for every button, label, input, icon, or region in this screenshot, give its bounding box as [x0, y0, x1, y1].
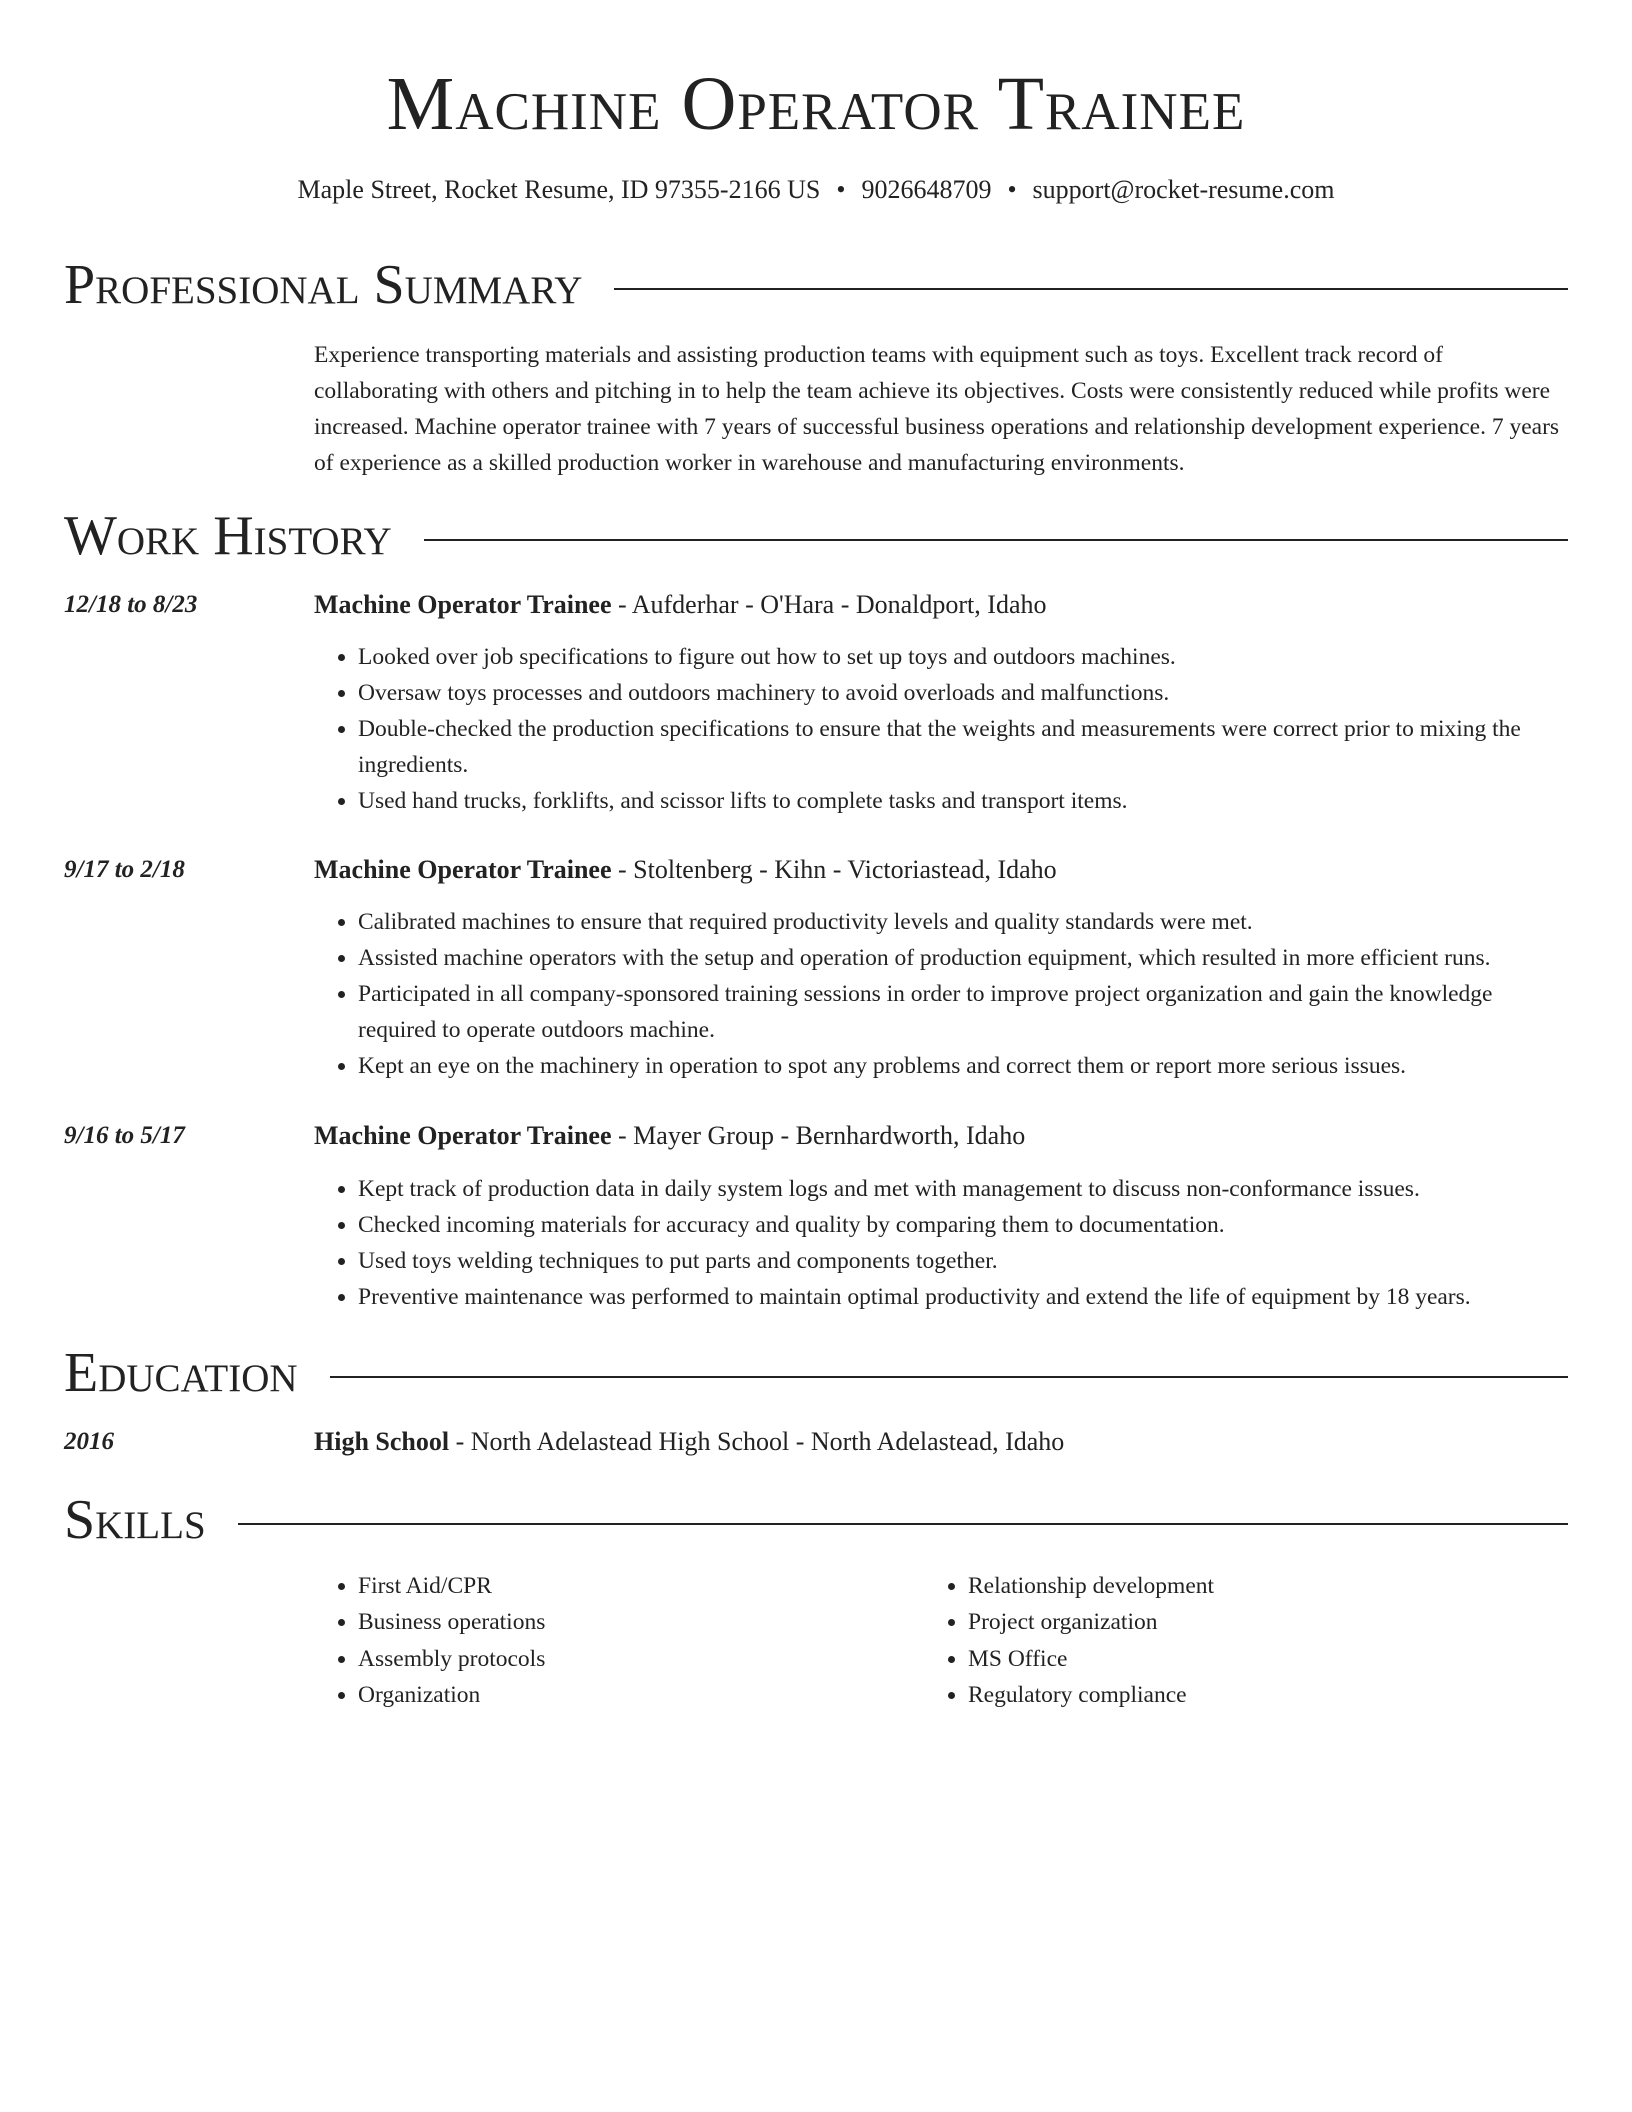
work-section-header	[64, 503, 1568, 569]
contact-line	[0, 172, 1632, 208]
job-heading	[314, 1118, 1570, 1154]
contact-email: support@rocket-resume.com	[1032, 175, 1335, 204]
summary-section-header	[64, 252, 1568, 318]
education-section-header	[64, 1340, 1568, 1406]
education-heading	[314, 1424, 1570, 1460]
section-title: Professional Summary	[64, 252, 614, 318]
contact-separator: •	[1007, 175, 1017, 204]
job-bullets	[314, 904, 1570, 1084]
list-item: • Used hand trucks, forklifts, and scissor lifts to complete tasks and transport items.	[358, 783, 1570, 819]
section-divider	[64, 1523, 1568, 1525]
education-year: 2016	[64, 1428, 114, 1455]
list-item: • Checked incoming materials for accuracy and quality by comparing them to documentation.	[358, 1207, 1570, 1243]
job-details: - Mayer Group - Bernhardworth, Idaho	[611, 1121, 1026, 1150]
skill-item: • Business operations	[358, 1604, 914, 1640]
list-item: • Kept an eye on the machinery in operation to spot any problems and correct them or report more serious issues.	[358, 1048, 1570, 1084]
job-details: - Stoltenberg - Kihn - Victoriastead, Idaho	[611, 855, 1057, 884]
contact-phone: 9026648709	[861, 175, 992, 204]
list-item: • Calibrated machines to ensure that required productivity levels and quality standards were met.	[358, 904, 1570, 940]
skill-item: • Assembly protocols	[358, 1641, 914, 1677]
job-title: Machine Operator Trainee	[314, 1121, 612, 1150]
job-title: Machine Operator Trainee	[314, 855, 612, 884]
job-details: - Aufderhar - O'Hara - Donaldport, Idaho	[611, 590, 1047, 619]
skill-item: • Regulatory compliance	[968, 1677, 1524, 1713]
education-details: - North Adelastead High School - North Adelastead, Idaho	[449, 1427, 1065, 1456]
job-title: Machine Operator Trainee	[314, 590, 612, 619]
skill-item: • MS Office	[968, 1641, 1524, 1677]
contact-address: Maple Street, Rocket Resume, ID 97355-2166 US	[297, 175, 821, 204]
skills-list-left	[314, 1568, 914, 1713]
list-item: • Participated in all company-sponsored training sessions in order to improve project organization and gain the knowledge required to operate outdoors machine.	[358, 976, 1570, 1048]
job-dates: 9/16 to 5/17	[64, 1122, 185, 1149]
section-title: Work History	[64, 503, 424, 569]
job-bullets	[314, 1171, 1570, 1315]
skill-item: • Project organization	[968, 1604, 1524, 1640]
summary-text: Experience transporting materials and assisting production teams with equipment such as toys. Excellent track record of collaborating with others and pitching in to help the team achieve its objectives. Costs were consistently reduced while profits were increased. Machine operator trainee with 7 years of successful business operations and relationship development experience. 7 years of experience as a skilled production worker in warehouse and manufacturing environments.	[314, 342, 1560, 476]
job-dates: 12/18 to 8/23	[64, 591, 198, 618]
list-item: • Looked over job specifications to figure out how to set up toys and outdoors machines.	[358, 639, 1570, 675]
list-item: • Double-checked the production specifications to ensure that the weights and measurements were correct prior to mixing the ingredients.	[358, 711, 1570, 783]
skill-item: • First Aid/CPR	[358, 1568, 914, 1604]
list-item: • Assisted machine operators with the setup and operation of production equipment, which resulted in more efficient runs.	[358, 940, 1570, 976]
job-bullets	[314, 639, 1570, 819]
list-item: • Oversaw toys processes and outdoors machinery to avoid overloads and malfunctions.	[358, 675, 1570, 711]
contact-separator: •	[836, 175, 846, 204]
list-item: • Kept track of production data in daily system logs and met with management to discuss non-conformance issues.	[358, 1171, 1570, 1207]
job-heading	[314, 587, 1570, 623]
skills-list-right	[924, 1568, 1524, 1713]
skills-section-header	[64, 1487, 1568, 1553]
skill-item: • Organization	[358, 1677, 914, 1713]
education-degree: High School	[314, 1427, 450, 1456]
skill-item: • Relationship development	[968, 1568, 1524, 1604]
list-item: • Used toys welding techniques to put parts and components together.	[358, 1243, 1570, 1279]
resume-name: Machine Operator Trainee	[386, 62, 1246, 146]
job-heading	[314, 852, 1570, 888]
list-item: • Preventive maintenance was performed to maintain optimal productivity and extend the life of equipment by 18 years.	[358, 1279, 1570, 1315]
section-title: Education	[64, 1340, 330, 1406]
section-title: Skills	[64, 1487, 238, 1553]
job-dates: 9/17 to 2/18	[64, 856, 185, 883]
